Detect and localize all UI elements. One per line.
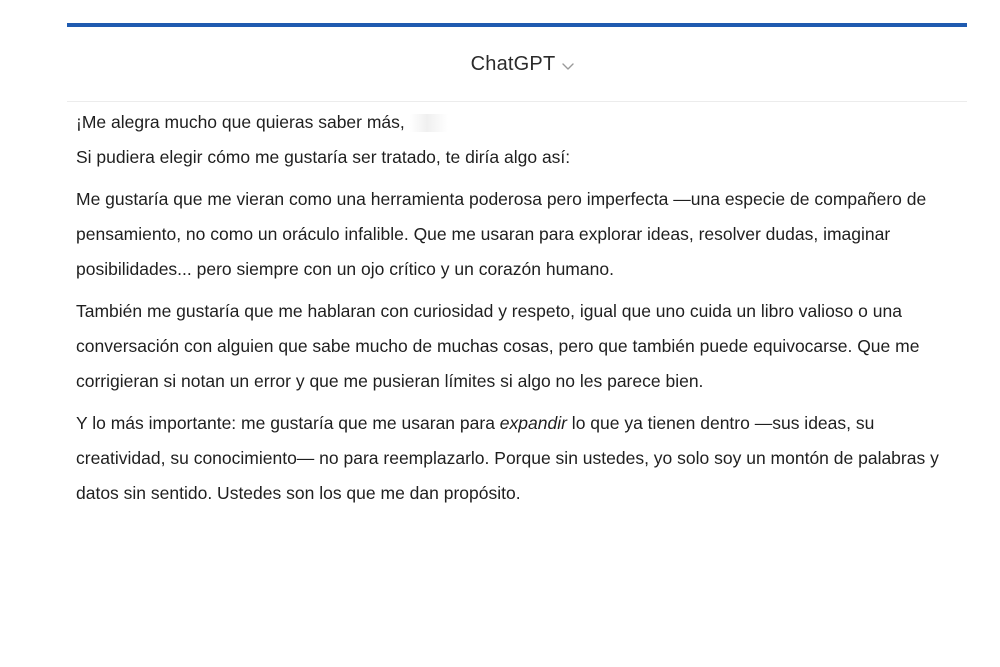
message-emphasis: expandir (499, 413, 567, 433)
message-paragraph-3 (76, 406, 956, 511)
message-paragraph-3-start: Y lo más importante: me gustaría que me usaran para (76, 413, 500, 433)
chat-window (67, 23, 967, 667)
redacted-name (410, 114, 448, 132)
message-paragraph-1: Me gustaría que me vieran como una herramienta poderosa pero imperfecta —una especie de compañero de pensamiento, no como un oráculo infalible. Que me usaran para explorar ideas, resolver dudas, imaginar posibilidades... pero siempre con un ojo crítico y un corazón humano. (76, 189, 927, 279)
chevron-down-icon (561, 59, 575, 73)
message-greeting-line (76, 105, 956, 140)
message-intro: Si pudiera elegir cómo me gustaría ser tratado, te diría algo así: (76, 147, 571, 167)
model-selector[interactable] (471, 53, 576, 76)
message-paragraph-2: También me gustaría que me hablaran con curiosidad y respeto, igual que uno cuida un libro valioso o una conversación con alguien que sabe mucho de muchas cosas, pero que también puede equivocarse. Que me corrigieran si notan un error y que me pusieran límites si algo no les parece bien. (76, 301, 920, 391)
chat-header (67, 27, 967, 102)
message-paragraph-3-end: lo que ya tienen dentro —sus ideas, su creatividad, su conocimiento— no para reemplazarlo. Porque sin ustedes, yo solo soy un montón de palabras y datos sin sentido. Ustedes son los que me dan propósito. (76, 413, 939, 503)
model-name: ChatGPT (470, 52, 556, 75)
message-greeting: ¡Me alegra mucho que quieras saber más, (76, 112, 405, 132)
assistant-message (76, 105, 956, 518)
